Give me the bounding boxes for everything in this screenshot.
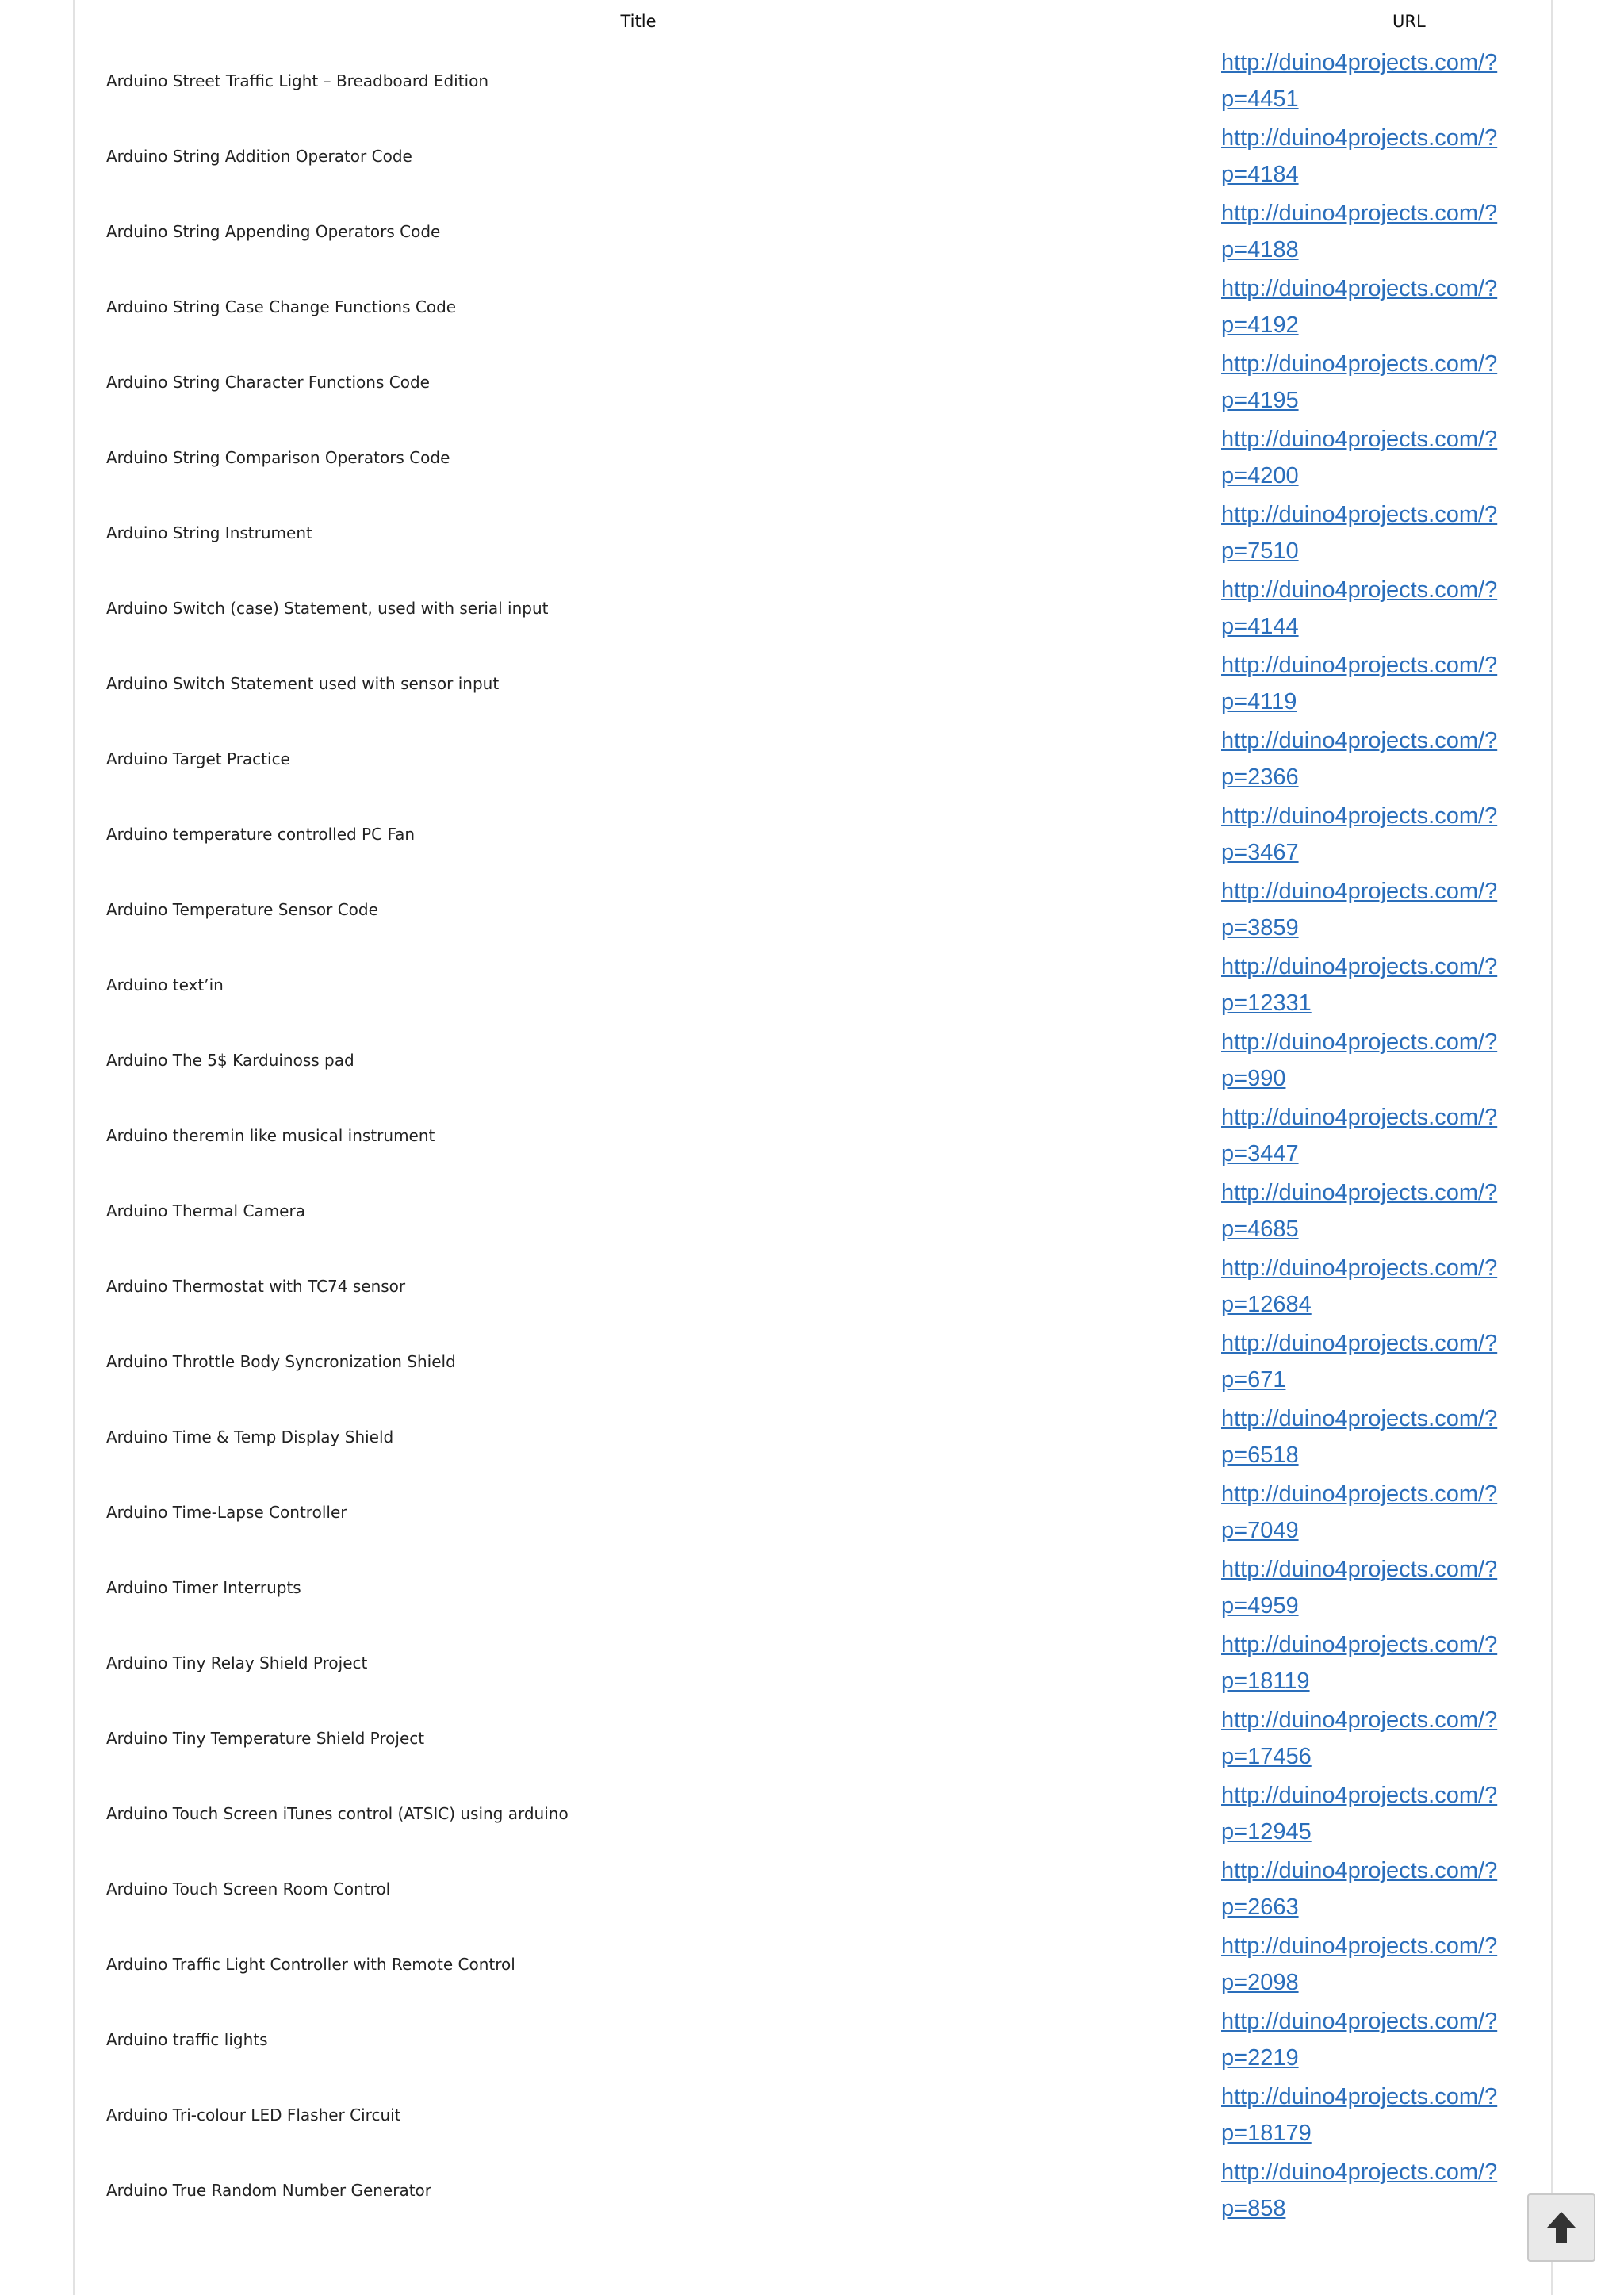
table-row — [106, 2077, 1548, 2152]
table-row — [106, 1022, 1548, 1098]
project-url-link[interactable]: http://duino4projects.com/?p=3447 — [1221, 1104, 1498, 1167]
project-url-link[interactable]: http://duino4projects.com/?p=18119 — [1221, 1631, 1498, 1694]
table-row — [106, 1851, 1548, 1926]
project-title: Arduino Traffic Light Controller with Remote Control — [106, 1954, 515, 1974]
project-url-cell — [1170, 1173, 1548, 1248]
table-row — [106, 1700, 1548, 1776]
project-url-cell — [1170, 721, 1548, 796]
project-url-cell — [1170, 1248, 1548, 1324]
project-url-cell — [1170, 947, 1548, 1022]
project-url-cell — [1170, 646, 1548, 721]
header-row — [106, 0, 1548, 43]
project-title: Arduino Target Practice — [106, 749, 290, 768]
table-body — [106, 43, 1548, 2228]
project-url-link[interactable]: http://duino4projects.com/?p=671 — [1221, 1330, 1498, 1393]
projects-table — [106, 0, 1548, 2228]
project-url-link[interactable]: http://duino4projects.com/?p=4192 — [1221, 275, 1498, 338]
project-title: Arduino theremin like musical instrument — [106, 1125, 435, 1145]
table-row — [106, 796, 1548, 872]
table-row — [106, 1173, 1548, 1248]
table-row — [106, 1324, 1548, 1399]
project-url-cell — [1170, 1625, 1548, 1700]
table-row — [106, 1550, 1548, 1625]
table-row — [106, 646, 1548, 721]
table-row — [106, 420, 1548, 495]
table-row — [106, 947, 1548, 1022]
project-url-link[interactable]: http://duino4projects.com/?p=3859 — [1221, 878, 1498, 941]
table-row — [106, 1926, 1548, 2002]
table-row — [106, 1474, 1548, 1550]
content-area — [73, 0, 1553, 2295]
project-title: Arduino Thermal Camera — [106, 1201, 305, 1220]
table-row — [106, 570, 1548, 646]
project-title: Arduino Switch (case) Statement, used with serial input — [106, 598, 549, 618]
project-url-cell — [1170, 495, 1548, 570]
project-title: Arduino True Random Number Generator — [106, 2180, 432, 2200]
project-url-link[interactable]: http://duino4projects.com/?p=7510 — [1221, 501, 1498, 564]
project-url-cell — [1170, 118, 1548, 193]
table-row — [106, 1399, 1548, 1474]
project-url-cell — [1170, 796, 1548, 872]
project-title: Arduino String Instrument — [106, 523, 312, 542]
project-url-link[interactable]: http://duino4projects.com/?p=4200 — [1221, 426, 1498, 489]
project-url-cell — [1170, 43, 1548, 118]
project-title: Arduino Time & Temp Display Shield — [106, 1427, 394, 1446]
project-title: Arduino traffic lights — [106, 2029, 268, 2049]
project-url-cell — [1170, 1776, 1548, 1851]
project-url-link[interactable]: http://duino4projects.com/?p=4184 — [1221, 125, 1498, 187]
arrow-up-icon — [1545, 2210, 1577, 2245]
project-title: Arduino Temperature Sensor Code — [106, 899, 378, 919]
project-title: Arduino String Comparison Operators Code — [106, 447, 450, 467]
project-url-link[interactable]: http://duino4projects.com/?p=18179 — [1221, 2083, 1498, 2146]
project-url-link[interactable]: http://duino4projects.com/?p=4144 — [1221, 577, 1498, 639]
project-title: Arduino String Case Change Functions Code — [106, 297, 457, 316]
project-url-cell — [1170, 1324, 1548, 1399]
table-row — [106, 1248, 1548, 1324]
project-url-cell — [1170, 1851, 1548, 1926]
project-url-cell — [1170, 1399, 1548, 1474]
project-url-cell — [1170, 344, 1548, 420]
table-row — [106, 269, 1548, 344]
project-url-link[interactable]: http://duino4projects.com/?p=4119 — [1221, 652, 1498, 715]
project-title: Arduino Tiny Temperature Shield Project — [106, 1728, 425, 1748]
project-title: Arduino Time-Lapse Controller — [106, 1502, 347, 1522]
project-title: Arduino String Addition Operator Code — [106, 146, 412, 166]
project-title: Arduino The 5$ Karduinoss pad — [106, 1050, 354, 1070]
project-title: Arduino Tiny Relay Shield Project — [106, 1653, 368, 1672]
project-title: Arduino Touch Screen iTunes control (ATSIC) using arduino — [106, 1803, 569, 1823]
project-url-cell — [1170, 872, 1548, 947]
project-url-link[interactable]: http://duino4projects.com/?p=858 — [1221, 2159, 1498, 2221]
project-url-link[interactable]: http://duino4projects.com/?p=4959 — [1221, 1556, 1498, 1619]
project-title: Arduino String Appending Operators Code — [106, 221, 441, 241]
table-row — [106, 344, 1548, 420]
project-url-link[interactable]: http://duino4projects.com/?p=4188 — [1221, 200, 1498, 262]
project-title: Arduino Tri-colour LED Flasher Circuit — [106, 2105, 401, 2125]
project-url-cell — [1170, 1700, 1548, 1776]
project-url-cell — [1170, 269, 1548, 344]
project-url-link[interactable]: http://duino4projects.com/?p=7049 — [1221, 1481, 1498, 1543]
project-url-link[interactable]: http://duino4projects.com/?p=12684 — [1221, 1255, 1498, 1317]
project-title: Arduino Timer Interrupts — [106, 1577, 301, 1597]
project-url-link[interactable]: http://duino4projects.com/?p=2219 — [1221, 2008, 1498, 2071]
project-url-link[interactable]: http://duino4projects.com/?p=990 — [1221, 1029, 1498, 1091]
project-url-cell — [1170, 1550, 1548, 1625]
project-title: Arduino temperature controlled PC Fan — [106, 824, 416, 844]
project-url-link[interactable]: http://duino4projects.com/?p=12945 — [1221, 1782, 1498, 1845]
table-row — [106, 118, 1548, 193]
project-url-link[interactable]: http://duino4projects.com/?p=2098 — [1221, 1933, 1498, 1995]
table-row — [106, 43, 1548, 118]
table-row — [106, 721, 1548, 796]
project-url-link[interactable]: http://duino4projects.com/?p=17456 — [1221, 1707, 1498, 1769]
project-url-cell — [1170, 2002, 1548, 2077]
table-row — [106, 495, 1548, 570]
table-row — [106, 193, 1548, 269]
project-title: Arduino Touch Screen Room Control — [106, 1879, 391, 1898]
table-header — [106, 0, 1548, 43]
table-row — [106, 1776, 1548, 1851]
project-url-cell — [1170, 1474, 1548, 1550]
table-row — [106, 2002, 1548, 2077]
project-url-link[interactable]: http://duino4projects.com/?p=4451 — [1221, 49, 1498, 112]
table-row — [106, 1098, 1548, 1173]
table-row — [106, 2152, 1548, 2228]
project-url-cell — [1170, 2077, 1548, 2152]
project-url-cell — [1170, 1926, 1548, 2002]
project-url-cell — [1170, 570, 1548, 646]
project-url-link[interactable]: http://duino4projects.com/?p=4685 — [1221, 1179, 1498, 1242]
project-url-cell — [1170, 420, 1548, 495]
column-header-url: URL — [1392, 12, 1426, 31]
project-title: Arduino String Character Functions Code — [106, 372, 430, 392]
table-row — [106, 1625, 1548, 1700]
project-title: Arduino Street Traffic Light – Breadboard Edition — [106, 71, 489, 90]
project-url-cell — [1170, 193, 1548, 269]
project-url-cell — [1170, 1098, 1548, 1173]
project-url-link[interactable]: http://duino4projects.com/?p=6518 — [1221, 1405, 1498, 1468]
project-url-link[interactable]: http://duino4projects.com/?p=2663 — [1221, 1857, 1498, 1920]
project-url-cell — [1170, 2152, 1548, 2228]
table-row — [106, 872, 1548, 947]
project-title: Arduino Thermostat with TC74 sensor — [106, 1276, 406, 1296]
project-url-link[interactable]: http://duino4projects.com/?p=2366 — [1221, 727, 1498, 790]
project-url-link[interactable]: http://duino4projects.com/?p=4195 — [1221, 351, 1498, 413]
project-title: Arduino Throttle Body Syncronization Shield — [106, 1351, 456, 1371]
column-header-title: Title — [620, 12, 657, 31]
project-url-link[interactable]: http://duino4projects.com/?p=3467 — [1221, 803, 1498, 865]
scroll-to-top-button[interactable] — [1527, 2193, 1595, 2262]
project-title: Arduino Switch Statement used with sensor input — [106, 673, 500, 693]
project-url-link[interactable]: http://duino4projects.com/?p=12331 — [1221, 953, 1498, 1016]
project-title: Arduino text’in — [106, 975, 224, 994]
project-url-cell — [1170, 1022, 1548, 1098]
